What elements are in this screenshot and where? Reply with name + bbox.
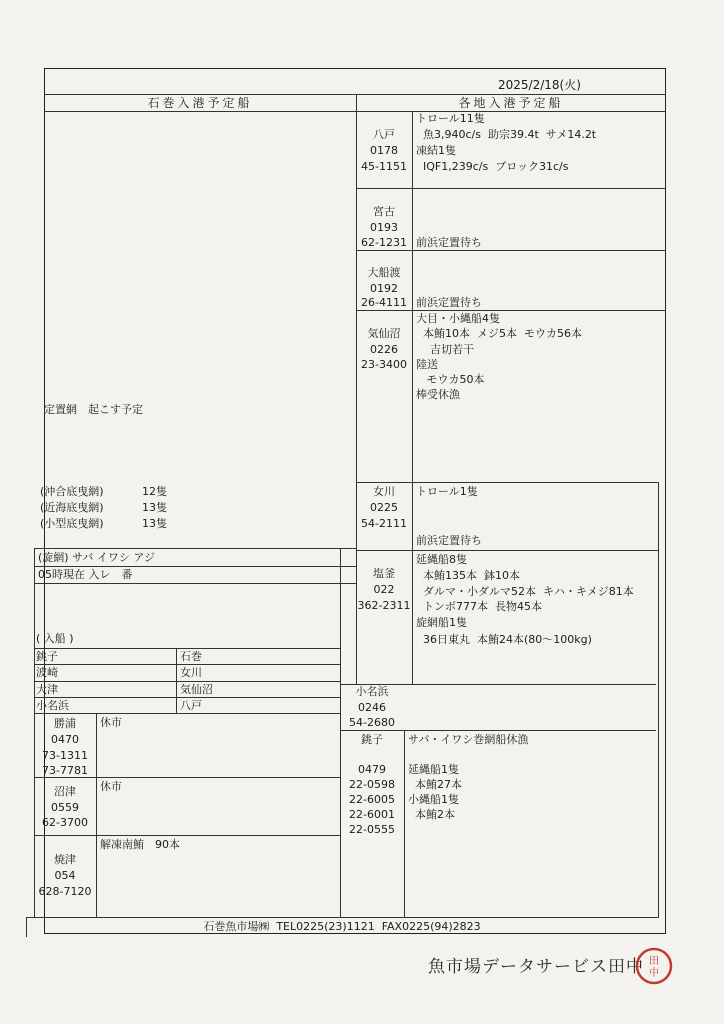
market-info: 休市 bbox=[100, 716, 122, 729]
nyusen-dest: 石巻 bbox=[180, 650, 202, 663]
nyusen-dest: 気仙沼 bbox=[180, 683, 213, 696]
port-name: 大船渡 bbox=[367, 266, 401, 279]
seine-status: 05時現在 入レ 番 bbox=[38, 568, 133, 581]
port-line: 前浜定置待ち bbox=[416, 534, 482, 547]
trawl-name: (沖合底曳網) bbox=[40, 485, 104, 498]
market-name: 焼津 bbox=[54, 853, 76, 866]
port-line: 棒受休漁 bbox=[416, 388, 460, 401]
port-line: 凍結1隻 bbox=[416, 144, 456, 157]
rule-seine-bottom bbox=[34, 583, 356, 584]
port-line: 前浜定置待ち bbox=[416, 296, 482, 309]
nyusen-dest: 八戸 bbox=[180, 699, 202, 712]
market-phone: 0559 bbox=[51, 801, 79, 814]
port-line: 前浜定置待ち bbox=[416, 236, 482, 249]
seal-text: 中 bbox=[649, 968, 659, 979]
port-line: 36日東丸 本鮪24本(80～100kg) bbox=[416, 633, 592, 646]
port-phone: 23-3400 bbox=[361, 358, 407, 371]
rule-nyusen-col bbox=[176, 648, 177, 713]
port-line: サバ・イワシ巻網船休漁 bbox=[408, 733, 529, 746]
port-line: 本鮪2本 bbox=[408, 808, 455, 821]
port-phone: 0193 bbox=[370, 221, 398, 234]
market-phone: 054 bbox=[54, 869, 76, 882]
service-stamp: 魚市場データサービス田中 bbox=[428, 957, 644, 977]
rule-right-lower bbox=[658, 482, 659, 918]
port-phone: 26-4111 bbox=[361, 296, 407, 309]
teichi-note: 定置網 起こす予定 bbox=[44, 403, 143, 416]
port-phone: 22-0598 bbox=[349, 778, 395, 791]
port-name: 女川 bbox=[373, 485, 395, 498]
port-name: 気仙沼 bbox=[367, 327, 401, 340]
port-line: 大目・小縄船4隻 bbox=[416, 312, 500, 325]
rule-port-4 bbox=[356, 482, 658, 483]
port-line: 魚3,940c/s 助宗39.4t サメ14.2t bbox=[416, 128, 597, 141]
port-name: 八戸 bbox=[373, 128, 395, 141]
nyusen-origin: 大津 bbox=[36, 683, 58, 696]
trawl-count: 13隻 bbox=[142, 501, 167, 514]
port-phone: 022 bbox=[373, 583, 395, 596]
rule-header bbox=[44, 111, 666, 112]
port-phone: 0226 bbox=[370, 343, 398, 356]
port-phone: 62-1231 bbox=[361, 236, 407, 249]
port-phone: 362-2311 bbox=[357, 599, 411, 612]
port-line: モウカ50本 bbox=[416, 373, 485, 386]
market-info: 解凍南鮪 90本 bbox=[100, 838, 180, 851]
port-phone: 0225 bbox=[370, 501, 398, 514]
footer-contact: 石巻魚市場㈱ TEL0225(23)1121 FAX0225(94)2823 bbox=[203, 920, 481, 933]
trawl-count: 12隻 bbox=[142, 485, 167, 498]
port-phone: 0246 bbox=[358, 701, 386, 714]
port-line: ダルマ・小ダルマ52本 キハ・キメジ81本 bbox=[416, 585, 634, 598]
nyusen-origin: 銚子 bbox=[36, 650, 58, 663]
nyusen-title: ( 入船 ) bbox=[36, 632, 74, 645]
header-other-ports: 各地入港予定船 bbox=[458, 96, 564, 110]
market-phone: 628-7120 bbox=[38, 885, 92, 898]
rule-seine-top bbox=[34, 548, 356, 549]
port-phone: 0178 bbox=[370, 144, 398, 157]
port-line: 本鮪27本 bbox=[408, 778, 462, 791]
nyusen-dest: 女川 bbox=[180, 666, 202, 679]
market-phone: 73-1311 bbox=[42, 749, 88, 762]
nyusen-origin: 波崎 bbox=[36, 666, 58, 679]
port-phone: 22-6005 bbox=[349, 793, 395, 806]
trawl-count: 13隻 bbox=[142, 517, 167, 530]
seal-stamp bbox=[634, 946, 674, 986]
port-line: 旋網船1隻 bbox=[416, 616, 467, 629]
rule-choshi bbox=[404, 730, 405, 918]
port-name: 小名浜 bbox=[355, 685, 389, 698]
rule-port-1 bbox=[356, 188, 666, 189]
port-line: トロール11隻 bbox=[416, 112, 485, 125]
port-line: トロール1隻 bbox=[416, 485, 478, 498]
port-name: 宮古 bbox=[373, 205, 395, 218]
port-line: 陸送 bbox=[416, 358, 438, 371]
rule-market-col bbox=[96, 713, 97, 917]
rule-port-names bbox=[412, 111, 413, 684]
trawl-name: (小型底曳網) bbox=[40, 517, 104, 530]
trawl-name: (近海底曳網) bbox=[40, 501, 104, 514]
port-line: 延縄船8隻 bbox=[416, 553, 467, 566]
document-date: 2025/2/18(火) bbox=[498, 78, 581, 92]
market-name: 沼津 bbox=[54, 785, 76, 798]
nyusen-origin: 小名浜 bbox=[36, 699, 69, 712]
port-name: 銚子 bbox=[361, 733, 383, 746]
rule-port-5 bbox=[356, 550, 658, 551]
port-line: IQF1,239c/s ブロック31c/s bbox=[416, 160, 569, 173]
port-line: 吉切若干 bbox=[416, 343, 474, 356]
market-phone: 0470 bbox=[51, 733, 79, 746]
header-ishinomaki: 石巻入港予定船 bbox=[147, 96, 253, 110]
port-line: トンボ777本 長物45本 bbox=[416, 600, 542, 613]
port-phone: 54-2111 bbox=[361, 517, 407, 530]
port-line: 小縄船1隻 bbox=[408, 793, 459, 806]
port-line: 本鮪10本 メジ5本 モウカ56本 bbox=[416, 327, 582, 340]
port-phone: 45-1151 bbox=[361, 160, 407, 173]
market-phone: 73-7781 bbox=[42, 764, 88, 777]
port-phone: 54-2680 bbox=[349, 716, 395, 729]
market-info: 休市 bbox=[100, 780, 122, 793]
rule-footer bbox=[26, 917, 658, 918]
port-phone: 0192 bbox=[370, 282, 398, 295]
seine-line: (旋網) サバ イワシ アジ bbox=[38, 551, 155, 564]
market-name: 勝浦 bbox=[54, 717, 76, 730]
port-phone: 22-0555 bbox=[349, 823, 395, 836]
rule-market-2 bbox=[34, 835, 340, 836]
port-name: 塩釜 bbox=[373, 567, 395, 580]
port-line: 延縄船1隻 bbox=[408, 763, 459, 776]
port-phone: 22-6001 bbox=[349, 808, 395, 821]
port-phone: 0479 bbox=[358, 763, 386, 776]
port-line: 本鮪135本 鉢10本 bbox=[416, 569, 520, 582]
market-phone: 62-3700 bbox=[42, 816, 88, 829]
seal-text: 田 bbox=[649, 956, 659, 967]
